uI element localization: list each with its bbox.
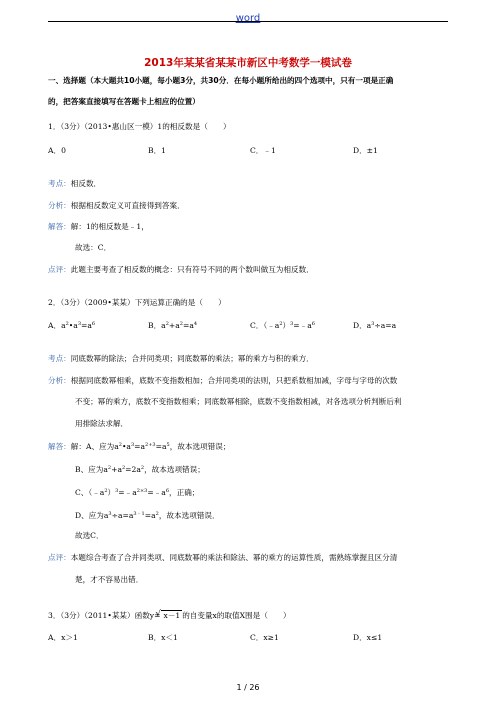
q2-dianping-text-2: 楚，才不容易出错． (75, 575, 144, 584)
q3-stem: 3．（3分）（2011•某某）函数y=√ x－1 的自变量x的取值X围是（ ） (48, 610, 291, 621)
q1-kaodian-row (48, 179, 101, 189)
document-title: 2013年某某省某某市新区中考数学一模试卷 (144, 57, 352, 69)
sqrt-radical: √ x－1 (161, 610, 182, 621)
q2-option-d: D．$a^3\div a=a$ (353, 321, 397, 330)
page-header (0, 6, 496, 25)
q2-option-a: A．$a^2•a^3=a^6$ (48, 321, 96, 330)
page-number: 1 / 26 (236, 683, 260, 692)
q1-option-b: B．1 (148, 146, 167, 155)
q2-fenxi-text-2: 不变；幂的乘方，底数不变指数相乘；同底数幂相除，底数不变指数相减，对各选项分析判断后利 (75, 397, 402, 406)
q2-dianping-row (48, 553, 397, 563)
q2-answer: 故选C． (75, 531, 104, 540)
q2-dianping-text-1: 本题综合考查了合并同类项、同底数幂的乘法和除法、幂的乘方的运算性质，需熟练掌握且区分清 (70, 553, 398, 562)
q2-kaodian-text: 同底数幂的除法；合并同类项；同底数幂的乘法；幂的乘方与积的乘方． (70, 354, 314, 363)
q1-fenxi-row (48, 201, 185, 211)
q3-option-c: C．x≥1 (250, 633, 279, 642)
q2-fenxi-text-3: 用排除法求解． (75, 419, 129, 428)
q1-dianping-text: 此题主要考查了相反数的概念：只有符号不同的两个数叫做互为相反数． (70, 265, 314, 274)
q2-fenxi-label: 分析： (48, 376, 71, 385)
q1-jieda-text: 解：1的相反数是﹣1， (70, 222, 149, 231)
q1-option-a: A．0 (48, 146, 66, 155)
q2-stem: 2．（3分）（2009•某某）下列运算正确的是（ ） (48, 298, 226, 307)
section-heading-line2: 的，把答案直接填写在答题卡上相应的位置） (48, 97, 200, 106)
q1-dianping-row (48, 265, 314, 275)
q2-jieda-label: 解答： (48, 442, 71, 451)
q2-jieda-row-d: D、应为$a^3\div a=a^{3﹣1}=a^2$，故本选项错误． (75, 511, 220, 520)
q2-dianping-label: 点评： (48, 553, 71, 562)
q2-jieda-row-a: 解答：解：A、应为$a^2•a^3=a^{2+3}=a^5$，故本选项错误； (48, 442, 231, 451)
q1-fenxi-text: 根据相反数定义可直接得到答案． (70, 201, 185, 210)
q1-kaodian-text: 相反数． (70, 179, 102, 188)
q1-fenxi-label: 分析： (48, 201, 71, 210)
q2-fenxi-row (48, 376, 397, 386)
q2-kaodian-row (48, 354, 314, 364)
word-header-link[interactable]: word (235, 13, 261, 24)
q2-option-c: C．$(﹣a^2)^3=﹣a^6$ (250, 321, 315, 330)
q1-stem: 1．（3分）（2013•惠山区一模）1的相反数是（ ） (48, 122, 231, 131)
q1-option-c: C．﹣1 (250, 146, 276, 155)
q2-option-b: B．$a^2+a^2=a^4$ (148, 321, 198, 330)
q2-jieda-row-b: B、应为$a^2+a^2=2a^2$，故本选项错误； (75, 465, 205, 474)
q1-dianping-label: 点评： (48, 265, 71, 274)
q1-kaodian-label: 考点： (48, 179, 71, 188)
q2-jieda-row-c: C、$(﹣a^2)^3=﹣a^{2\times 3}=﹣a^6$，正确； (75, 488, 200, 497)
q3-option-a: A．x＞1 (48, 633, 78, 642)
section-heading-line1: 一、选择题（本大题共10小题，每小题3分，共30分．在每小题所给出的四个选项中，只有一项是正确 (48, 76, 394, 85)
q1-answer: 故选：C． (75, 243, 112, 252)
q3-option-d: D．x≤1 (353, 633, 383, 642)
header-divider (48, 21, 448, 22)
q2-fenxi-text-1: 根据同底数幂相乘，底数不变指数相加；合并同类项的法则，只把系数相加减，字母与字母的次数 (70, 376, 398, 385)
q3-option-b: B．x＜1 (148, 633, 178, 642)
q1-jieda-label: 解答： (48, 222, 71, 231)
q1-option-d: D．±1 (353, 146, 378, 155)
q2-kaodian-label: 考点： (48, 354, 71, 363)
q1-jieda-row (48, 222, 149, 232)
